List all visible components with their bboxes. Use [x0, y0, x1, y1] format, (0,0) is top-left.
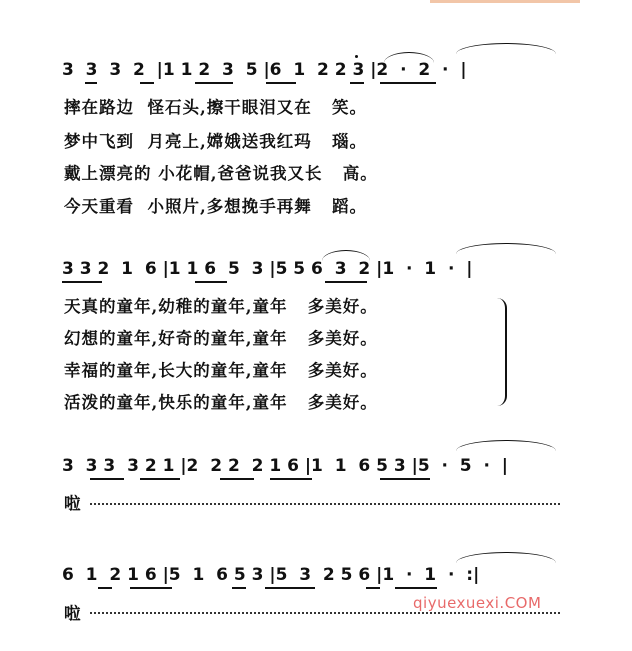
slur-mark: [322, 250, 370, 261]
underline-beam: [140, 478, 180, 480]
underline-beam: [270, 478, 312, 480]
underline-beam: [380, 82, 436, 84]
extension-dotted-line: [90, 612, 560, 614]
lyric-line: 戴上漂亮的 小花帽,爸爸说我又长 高。: [64, 164, 378, 183]
lyric-line: 梦中飞到 月亮上,嫦娥送我红玛 瑙。: [64, 132, 367, 151]
underline-beam: [140, 82, 154, 84]
notation-line-2: 3 3 2 1 6 |1 1 6 5 3 |5 5 6 3 2 |1 · 1 · |: [62, 259, 473, 279]
verse-brace: [497, 298, 507, 406]
underline-beam: [90, 478, 124, 480]
octave-dot: [355, 55, 358, 58]
extension-dotted-line: [90, 503, 560, 505]
underline-beam: [98, 587, 112, 589]
lyric-line: 今天重看 小照片,多想挽手再舞 蹈。: [64, 197, 367, 216]
lyric-line: 摔在路边 怪石头,擦干眼泪又在 笑。: [64, 98, 367, 117]
underline-beam: [130, 587, 172, 589]
lyric-line: 天真的童年,幼稚的童年,童年 多美好。: [64, 297, 378, 316]
tie-mark: [456, 243, 556, 254]
notation-line-1: 3 3 3 2 |1 1 2 3 5 |6 1 2 2 3 |2 · 2 · |: [62, 60, 467, 80]
lyric-line: 幻想的童年,好奇的童年,童年 多美好。: [64, 329, 378, 348]
top-decor-strip: [430, 0, 580, 3]
underline-beam: [395, 587, 437, 589]
underline-beam: [85, 82, 97, 84]
tie-mark: [456, 552, 556, 563]
tie-mark: [456, 43, 556, 54]
underline-beam: [220, 478, 254, 480]
lyric-line: 幸福的童年,长大的童年,童年 多美好。: [64, 361, 378, 380]
underline-beam: [265, 587, 315, 589]
tie-mark: [456, 440, 556, 451]
lyric-line: 活泼的童年,快乐的童年,童年 多美好。: [64, 393, 378, 412]
underline-beam: [266, 82, 296, 84]
underline-beam: [232, 587, 246, 589]
notation-line-3: 3 3 3 3 2 1 |2 2 2 2 1 6 |1 1 6 5 3 |5 · 5 · |: [62, 456, 508, 476]
watermark: qiyuexuexi.COM: [413, 594, 542, 612]
underline-beam: [380, 478, 430, 480]
notation-line-4: 6 1 2 1 6 |5 1 6 5 3 |5 3 2 5 6 |1 · 1 · :|: [62, 565, 480, 585]
underline-beam: [366, 587, 380, 589]
underline-beam: [62, 281, 102, 283]
underline-beam: [325, 281, 367, 283]
tie-mark: [384, 52, 434, 63]
underline-beam: [350, 82, 364, 84]
underline-beam: [195, 82, 233, 84]
lyric-line: 啦: [64, 494, 82, 513]
underline-beam: [195, 281, 227, 283]
lyric-line: 啦: [64, 604, 82, 623]
